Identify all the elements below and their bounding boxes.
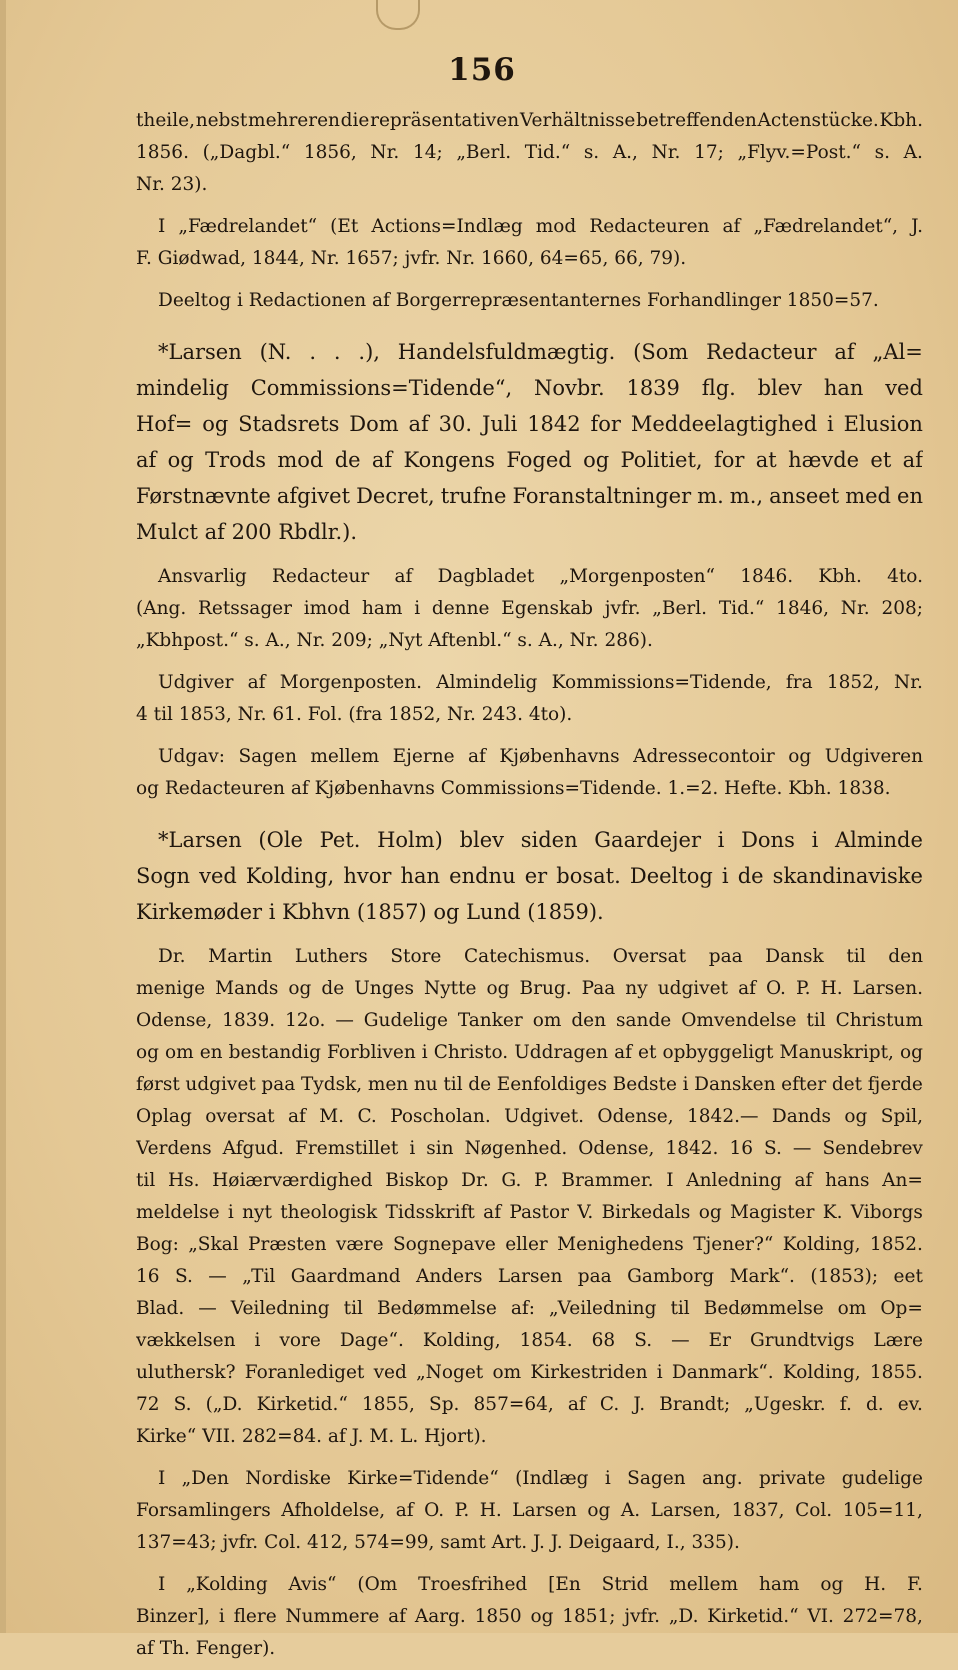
paragraph bbox=[136, 746, 923, 810]
paragraph bbox=[136, 946, 923, 1458]
text-line: Sogn ved Kolding, hvor han endnu er bosat. Deeltog i de skandinaviske bbox=[136, 864, 923, 888]
text-line: Blad. — Veiledning til Bedømmelse af: „Veiledning til Bedømmelse om Op= bbox=[136, 1298, 923, 1319]
paragraph bbox=[136, 110, 923, 206]
paragraph bbox=[136, 828, 923, 936]
text-line: *Larsen (Ole Pet. Holm) blev siden Gaardejer i Dons i Alminde bbox=[158, 828, 923, 852]
page-text bbox=[136, 110, 923, 1670]
page-top-mark bbox=[376, 0, 420, 30]
text-line: Dr. Martin Luthers Store Catechismus. Oversat paa Dansk til den bbox=[158, 946, 923, 967]
text-line: Forsamlingers Afholdelse, af O. P. H. Larsen og A. Larsen, 1837, Col. 105=11, bbox=[136, 1500, 923, 1521]
paragraph bbox=[136, 216, 923, 280]
paragraph bbox=[136, 1574, 923, 1670]
paragraph bbox=[136, 672, 923, 736]
text-line: Bog: „Skal Præsten være Sognepave eller Menighedens Tjener?“ Kolding, 1852. bbox=[136, 1234, 923, 1255]
text-line: *Larsen (N. . . .), Handelsfuldmægtig. (Som Redacteur af „Al= bbox=[158, 340, 923, 364]
text-line: Førstnævnte afgivet Decret, trufne Foranstaltninger m. m., anseet med en bbox=[136, 484, 923, 508]
text-line: I „Den Nordiske Kirke=Tidende“ (Indlæg i Sagen ang. private gudelige bbox=[158, 1468, 923, 1489]
text-line: Deeltog i Redactionen af Borgerrepræsentanternes Forhandlinger 1850=57. bbox=[158, 290, 879, 311]
text-line: Kirkemøder i Kbhvn (1857) og Lund (1859). bbox=[136, 900, 604, 924]
paragraph bbox=[136, 1468, 923, 1564]
text-line: af og Trods mod de af Kongens Foged og Politiet, for at hævde et af bbox=[136, 448, 923, 472]
text-line: theile, nebst mehreren die repräsentativen Verhältnisse betreffenden Actenstücke. Kbh. bbox=[136, 110, 923, 131]
paragraph bbox=[136, 340, 923, 556]
text-line: Hof= og Stadsrets Dom af 30. Juli 1842 for Meddeelagtighed i Elusion bbox=[136, 412, 923, 436]
text-line: uluthersk? Foranlediget ved „Noget om Kirkestriden i Danmark“. Kolding, 1855. bbox=[136, 1362, 923, 1383]
text-line: Binzer], i flere Nummere af Aarg. 1850 og 1851; jvfr. „D. Kirketid.“ VI. 272=78, bbox=[136, 1606, 923, 1627]
page-number: 156 bbox=[448, 52, 516, 88]
text-line: meldelse i nyt theologisk Tidsskrift af Pastor V. Birkedals og Magister K. Viborgs bbox=[136, 1202, 923, 1223]
text-line: I „Kolding Avis“ (Om Troesfrihed [En Strid mellem ham og H. F. bbox=[158, 1574, 923, 1595]
text-line: I „Fædrelandet“ (Et Actions=Indlæg mod Redacteuren af „Fædrelandet“, J. bbox=[158, 216, 923, 237]
text-line: af Th. Fenger). bbox=[136, 1638, 276, 1659]
text-line: (Ang. Retssager imod ham i denne Egenskab jvfr. „Berl. Tid.“ 1846, Nr. 208; bbox=[136, 598, 923, 619]
text-line: vækkelsen i vore Dage“. Kolding, 1854. 68 S. — Er Grundtvigs Lære bbox=[136, 1330, 923, 1351]
paragraph bbox=[136, 566, 923, 662]
text-line: 1856. („Dagbl.“ 1856, Nr. 14; „Berl. Tid.“ s. A., Nr. 17; „Flyv.=Post.“ s. A. bbox=[136, 142, 923, 163]
text-line: 4 til 1853, Nr. 61. Fol. (fra 1852, Nr. 243. 4to). bbox=[136, 704, 573, 725]
paragraph bbox=[136, 290, 923, 322]
text-line: til Hs. Høiærværdighed Biskop Dr. G. P. Brammer. I Anledning af hans An= bbox=[136, 1170, 923, 1191]
text-line: Kirke“ VII. 282=84. af J. M. L. Hjort). bbox=[136, 1426, 487, 1447]
text-line: 16 S. — „Til Gaardmand Anders Larsen paa Gamborg Mark“. (1853); eet bbox=[136, 1266, 923, 1287]
text-line: Nr. 23). bbox=[136, 174, 208, 195]
text-line: Ansvarlig Redacteur af Dagbladet „Morgenposten“ 1846. Kbh. 4to. bbox=[158, 566, 923, 587]
text-line: Mulct af 200 Rbdlr.). bbox=[136, 520, 358, 544]
text-line: „Kbhpost.“ s. A., Nr. 209; „Nyt Aftenbl.“ s. A., Nr. 286). bbox=[136, 630, 653, 651]
text-line: F. Giødwad, 1844, Nr. 1657; jvfr. Nr. 1660, 64=65, 66, 79). bbox=[136, 248, 687, 269]
text-line: og om en bestandig Forbliven i Christo. Uddragen af et opbyggeligt Manuskript, og bbox=[136, 1042, 923, 1063]
text-line: Odense, 1839. 12o. — Gudelige Tanker om den sande Omvendelse til Christum bbox=[136, 1010, 923, 1031]
text-line: Verdens Afgud. Fremstillet i sin Nøgenhed. Odense, 1842. 16 S. — Sendebrev bbox=[136, 1138, 923, 1159]
text-line: 72 S. („D. Kirketid.“ 1855, Sp. 857=64, af C. J. Brandt; „Ugeskr. f. d. ev. bbox=[136, 1394, 923, 1415]
text-line: menige Mands og de Unges Nytte og Brug. Paa ny udgivet af O. P. H. Larsen. bbox=[136, 978, 923, 999]
text-line: først udgivet paa Tydsk, men nu til de Eenfoldiges Bedste i Dansken efter det fjerde bbox=[136, 1074, 923, 1095]
text-line: og Redacteuren af Kjøbenhavns Commissions=Tidende. 1.=2. Hefte. Kbh. 1838. bbox=[136, 778, 891, 799]
text-line: Udgiver af Morgenposten. Almindelig Kommissions=Tidende, fra 1852, Nr. bbox=[158, 672, 923, 693]
text-line: Udgav: Sagen mellem Ejerne af Kjøbenhavns Adressecontoir og Udgiveren bbox=[158, 746, 923, 767]
text-line: mindelig Commissions=Tidende“, Novbr. 1839 flg. blev han ved bbox=[136, 376, 923, 400]
text-line: Oplag oversat af M. C. Poscholan. Udgivet. Odense, 1842.— Dands og Spil, bbox=[136, 1106, 923, 1127]
text-line: 137=43; jvfr. Col. 412, 574=99, samt Art. J. J. Deigaard, I., 335). bbox=[136, 1532, 740, 1553]
